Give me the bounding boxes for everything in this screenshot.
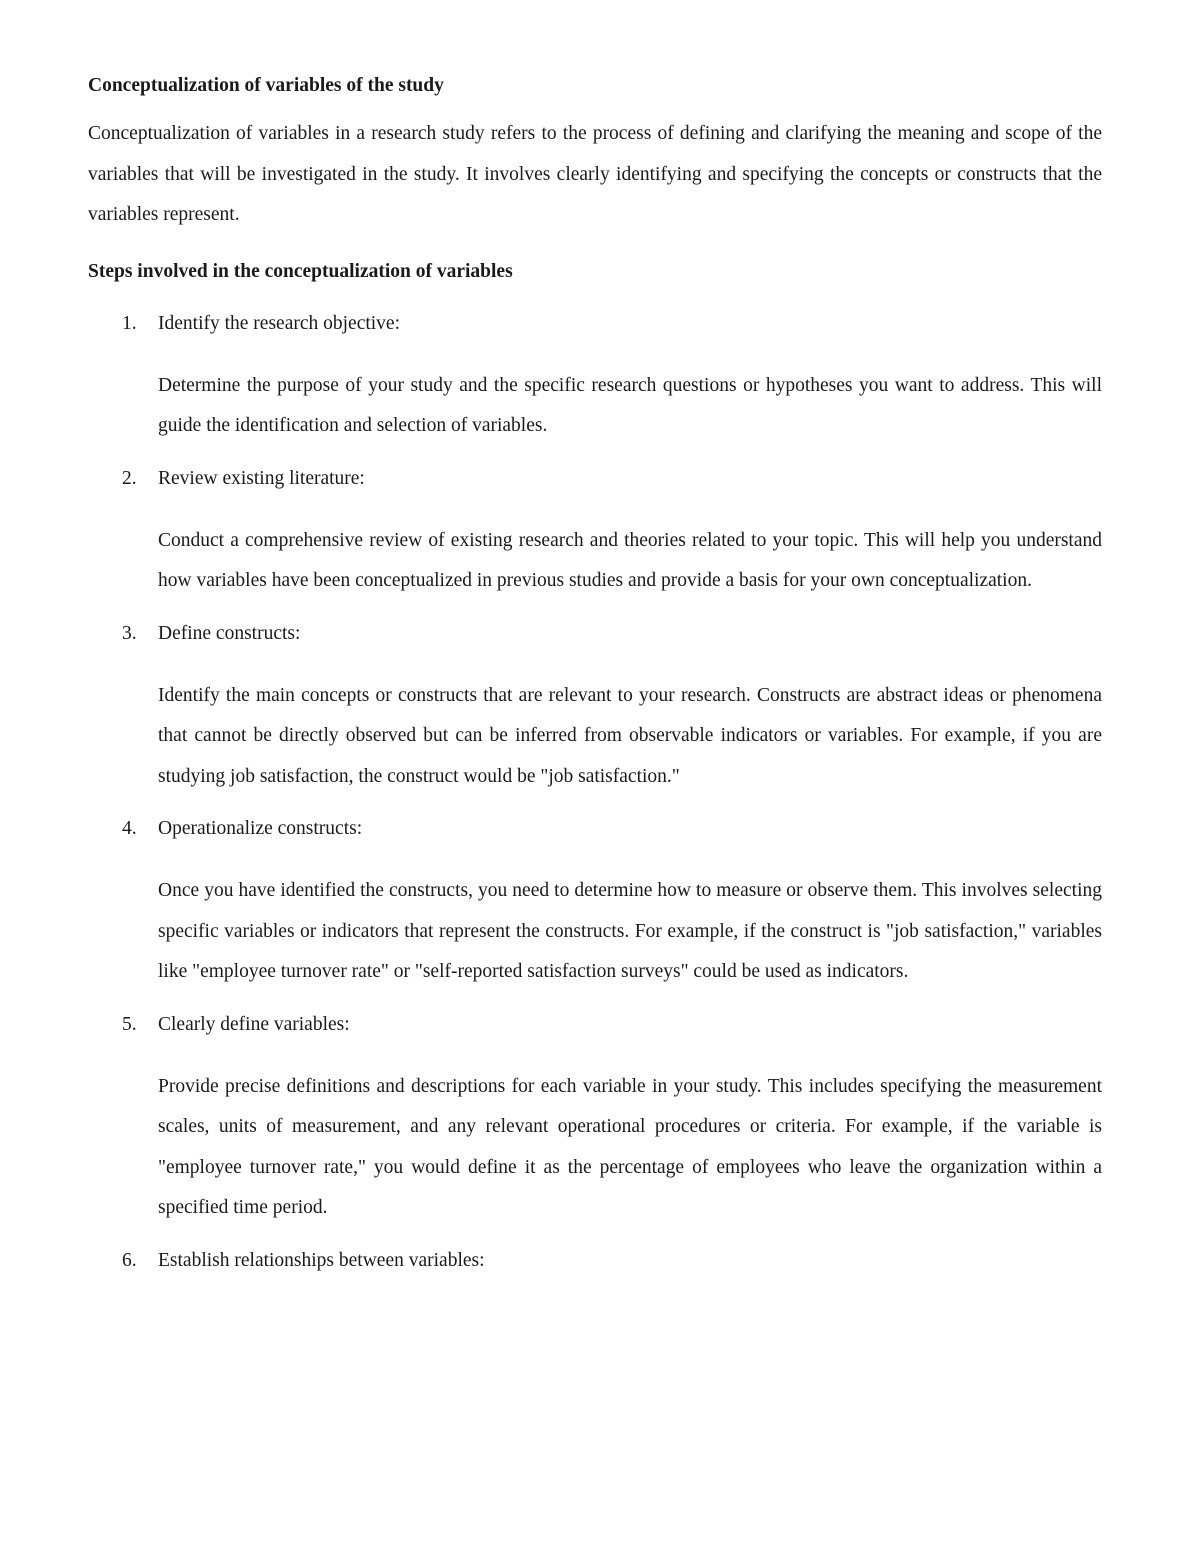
step-description: Provide precise definitions and descriptions for each variable in your study. This includes specifying the measurement scales, units of measurement, and any relevant operational procedures or criteria. For example, if the variable is "employee turnover rate," you would define it as the percentage of employees who leave the organization within a specified time period. bbox=[158, 1075, 1102, 1218]
step-title: Define constructs: bbox=[158, 622, 301, 644]
step-description: Once you have identified the constructs, you need to determine how to measure or observe them. This involves selecting specific variables or indicators that represent the constructs. For example, if the construct is "job satisfaction," variables like "employee turnover rate" or "self-reported satisfaction surveys" could be used as indicators. bbox=[158, 880, 1102, 982]
step-item bbox=[88, 463, 1102, 602]
step-item bbox=[88, 618, 1102, 798]
step-description: Identify the main concepts or constructs that are relevant to your research. Constructs are abstract ideas or phenomena that cannot be directly observed but can be inferred from observable indicators or variables. For example, if you are studying job satisfaction, the construct would be "job satisfaction." bbox=[158, 684, 1102, 787]
step-number: 3. bbox=[122, 622, 137, 644]
step-item bbox=[88, 813, 1102, 993]
step-item bbox=[88, 308, 1102, 447]
step-number: 6. bbox=[122, 1249, 137, 1271]
step-description: Determine the purpose of your study and the specific research questions or hypotheses you want to address. This will guide the identification and selection of variables. bbox=[158, 374, 1102, 436]
step-item bbox=[88, 1009, 1102, 1229]
step-number: 4. bbox=[122, 818, 137, 839]
step-title: Clearly define variables: bbox=[158, 1013, 350, 1035]
step-title: Review existing literature: bbox=[158, 467, 365, 489]
steps-heading: Steps involved in the conceptualization of variables bbox=[88, 260, 513, 282]
steps-list bbox=[88, 308, 1102, 1277]
step-number: 5. bbox=[122, 1013, 137, 1035]
step-title: Identify the research objective: bbox=[158, 312, 401, 334]
step-title: Operationalize constructs: bbox=[158, 818, 363, 839]
step-number: 2. bbox=[122, 467, 137, 489]
step-item bbox=[88, 1245, 1102, 1277]
step-number: 1. bbox=[122, 312, 137, 334]
document-title: Conceptualization of variables of the study bbox=[88, 75, 444, 96]
intro-paragraph: Conceptualization of variables in a research study refers to the process of defining and clarifying the meaning and scope of the variables that will be investigated in the study. It involves clearly identifying and specifying the concepts or constructs that the variables represent. bbox=[88, 123, 1102, 225]
step-description: Conduct a comprehensive review of existing research and theories related to your topic. This will help you understand how variables have been conceptualized in previous studies and provide a basis for your own conceptualization. bbox=[158, 529, 1102, 591]
document-page bbox=[88, 70, 1102, 1303]
step-title: Establish relationships between variables: bbox=[158, 1249, 485, 1271]
